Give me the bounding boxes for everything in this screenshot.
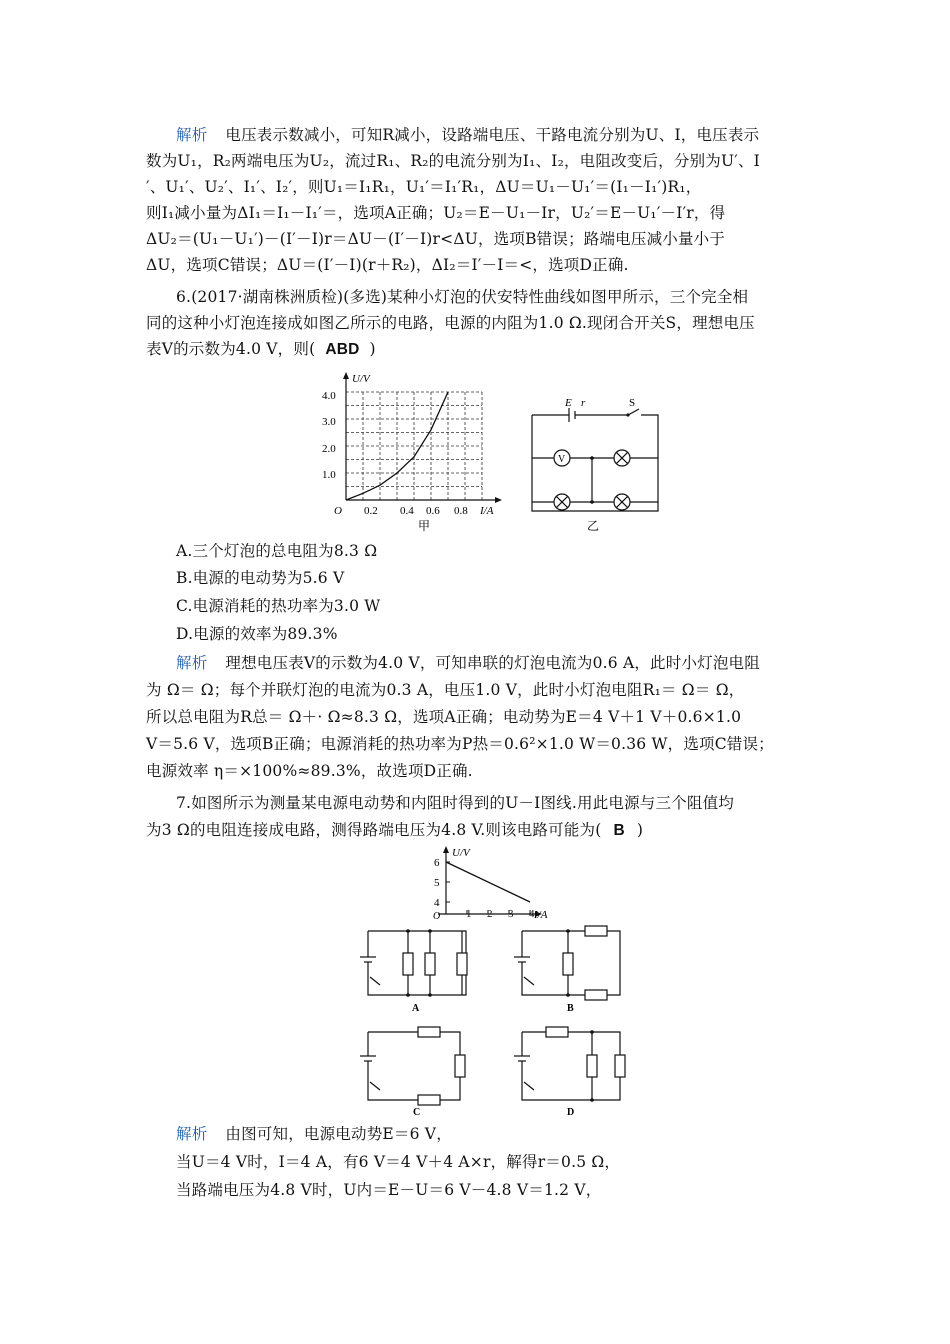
- jia-ytick: 2.0: [322, 443, 336, 455]
- switch-label: S: [629, 397, 636, 409]
- q6-option-c: C.电源消耗的热功率为3.0 W: [176, 597, 381, 615]
- internal-r-label: r: [581, 397, 586, 409]
- jia-xtick: 0.8: [454, 505, 468, 517]
- q6-analysis-line-2: 为 Ω＝ Ω；每个并联灯泡的电流为0.3 A，电压1.0 V，此时小灯泡电阻R₁＝ Ω＝ Ω，: [146, 681, 745, 699]
- q7-ytick: 5: [434, 877, 440, 889]
- y-axis-arrow: [443, 846, 449, 853]
- q6-option-b: B.电源的电动势为5.6 V: [176, 569, 345, 587]
- analysis-tag: 解析: [176, 126, 208, 144]
- yi-caption: 乙: [587, 519, 600, 533]
- y-axis-arrow: [343, 372, 349, 379]
- q7-ylabel: U/V: [452, 847, 470, 859]
- jia-ytick: 1.0: [322, 469, 336, 481]
- q7-analysis-line-2: 当U＝4 V时，I＝4 A，有6 V＝4 V＋4 A×r，解得r＝0.5 Ω，: [176, 1153, 621, 1171]
- x-axis-arrow: [495, 497, 502, 503]
- q7-ytick: 4: [434, 897, 440, 909]
- q7-ytick: 6: [434, 857, 440, 869]
- q6-option-a: A.三个灯泡的总电阻为8.3 Ω: [176, 542, 378, 560]
- jia-xtick: 0.2: [364, 505, 378, 517]
- figure-q7-ui-graph: [428, 844, 568, 920]
- q6-analysis-line-5: 电源效率 η＝×100%≈89.3%，故选项D正确.: [146, 762, 473, 780]
- jia-ytick: 4.0: [322, 390, 336, 402]
- jia-xtick: 0.4: [400, 505, 414, 517]
- q6-stem-line-3: 表V的示数为4.0 V，则( ABD ): [146, 340, 376, 358]
- emf-label: E: [565, 397, 572, 409]
- circuit-d-label: D: [567, 1107, 575, 1117]
- jia-ytick: 3.0: [322, 416, 336, 428]
- q7-stem-line-2: 为3 Ω的电阻连接成电路，测得路端电压为4.8 V.则该电路可能为( B ): [146, 821, 644, 839]
- analysis-tag: 解析: [176, 654, 208, 672]
- circuit-b: [512, 925, 632, 1017]
- q7-stem-line-1: 7.如图所示为测量某电源电动势和内阻时得到的U－I图线.用此电源与三个阻值均: [176, 794, 735, 812]
- q6-analysis-line-1: 解析 理想电压表V的示数为4.0 V，可知串联的灯泡电流为0.6 A，此时小灯泡电阻: [176, 654, 760, 672]
- circuit-a: [358, 925, 478, 1017]
- voltmeter-label: V: [558, 454, 566, 465]
- q7-origin: O: [433, 911, 441, 920]
- q6-answer: ABD: [325, 341, 360, 358]
- q6-stem-line-1: 6.(2017·湖南株洲质检)(多选)某种小灯泡的伏安特性曲线如图甲所示，三个完全相: [176, 288, 749, 306]
- circuit-a-label: A: [412, 1003, 420, 1014]
- figure-yi-circuit: [525, 395, 665, 535]
- q7-answer: B: [613, 822, 625, 839]
- circuit-d: [512, 1022, 632, 1117]
- q7-xlabel: I/A: [534, 909, 548, 920]
- q6-stem-line-2: 同的这种小灯泡连接成如图乙所示的电路，电源的内阻为1.0 Ω.现闭合开关S，理想电压: [146, 314, 755, 332]
- circuit-c-label: C: [413, 1107, 421, 1117]
- q7-analysis-line-1: 解析 由图可知，电源电动势E＝6 V，: [176, 1125, 452, 1143]
- q5-analysis-line-1: 解析 电压表示数减小，可知R减小，设路端电压、干路电流分别为U、I，电压表示: [176, 126, 760, 144]
- document-page: 解析 电压表示数减小，可知R减小，设路端电压、干路电流分别为U、I，电压表示 数为U₁，R₂两端电压为U₂，流过R₁、R₂的电流分别为I₁、I₂，电阻改变后，分别为U′、I ′、U₁′、U₂′、I₁′、I₂′，则U₁＝I₁R₁，U₁′＝I₁′R₁，ΔU＝U₁－U₁′＝(I₁－I₁′)R₁， 则I₁减小量为ΔI₁＝I₁－I₁′＝，选项A正确；U₂＝E－U₁－Ir，U₂′＝E－U₁′－I′r，得 ΔU₂＝(U₁－U₁′)－(I′－I)r＝ΔU－(I′－I)r<ΔU，选项B错误；路端电压减小量小于 ΔU，选项C错误；ΔU＝(I′－I)(r＋R₂)，ΔI₂＝I′－I＝<，选项D正确. 6.(2017·湖南株洲质检)(多选)某种小灯泡的伏安特性曲线如图甲所示，三个完全相 同的这种小灯泡连接成如图乙所示的电路，电源的内阻为1.0 Ω.现闭合开关S，理想电压 表V的示数为4.0 V，则( ABD ) U/V I/A O 1.0 2.0 3.0 4.0 0.2 0.4 0.6 0.8 甲 V E r S 乙 A.三个灯泡的总电阻为8.3 Ω B.电源的电动势为5.6 V C.电源消耗的热功率为3.0 W D.电源的效率为89.3% 解析 理想电压表V的示数为4.0 V，可知串联的灯泡电流为0.6 A，此时小灯泡电阻 为 Ω＝ Ω；每个并联灯泡的电流为0.3 A，电压1.0 V，此时小灯泡电阻R₁＝ Ω＝ Ω， 所以总电阻为R总＝ Ω＋· Ω≈8.3 Ω，选项A正确；电动势为E＝4 V＋1 V＋0.6×1.0 V＝5.6 V，选项B正确；电源消耗的热功率为P热＝0.6²×1.0 W＝0.36 W，选项C错误； 电源效率 η＝×100%≈89.3%，故选项D正确. 7.如图所示为测量某电源电动势和内阻时得到的U－I图线.用此电源与三个阻值均 为3 Ω的电阻连接成电路，测得路端电压为4.8 V.则该电路可能为( B ) U/V I/A O 4 5 6 1 2 3 4 A B C D 解析 由图可知，电源电动势E＝6 V， 当U＝4 V时，I＝4 A，有6 V＝4 V＋4 A×r，解得r＝0.5 Ω， 当路端电压为4.8 V时，U内＝E－U＝6 V－4.8 V＝1.2 V，: [0, 0, 950, 1344]
- q5-analysis-line-3: ′、U₁′、U₂′、I₁′、I₂′，则U₁＝I₁R₁，U₁′＝I₁′R₁，ΔU＝U₁－U₁′＝(I₁－I₁′)R₁，: [146, 178, 702, 196]
- circuit-c: [358, 1022, 478, 1117]
- q5-analysis-line-4: 则I₁减小量为ΔI₁＝I₁－I₁′＝，选项A正确；U₂＝E－U₁－Ir，U₂′＝E－U₁′－I′r，得: [146, 204, 726, 222]
- jia-origin: O: [334, 505, 342, 517]
- jia-xtick: 0.6: [426, 505, 440, 517]
- q6-analysis-line-3: 所以总电阻为R总＝ Ω＋· Ω≈8.3 Ω，选项A正确；电动势为E＝4 V＋1 V＋0.6×1.0: [146, 708, 742, 726]
- q5-analysis-line-5: ΔU₂＝(U₁－U₁′)－(I′－I)r＝ΔU－(I′－I)r<ΔU，选项B错误；路端电压减小量小于: [146, 230, 726, 248]
- jia-ylabel: U/V: [352, 373, 370, 385]
- jia-xlabel: I/A: [480, 505, 494, 517]
- analysis-tag: 解析: [176, 1125, 208, 1143]
- figure-jia-graph: [318, 368, 508, 538]
- jia-caption: 甲: [418, 519, 431, 533]
- q7-analysis-line-3: 当路端电压为4.8 V时，U内＝E－U＝6 V－4.8 V＝1.2 V，: [176, 1181, 602, 1199]
- q5-analysis-line-6: ΔU，选项C错误；ΔU＝(I′－I)(r＋R₂)，ΔI₂＝I′－I＝<，选项D正确.: [146, 256, 629, 274]
- q6-analysis-line-4: V＝5.6 V，选项B正确；电源消耗的热功率为P热＝0.6²×1.0 W＝0.36 W，选项C错误；: [146, 735, 774, 753]
- q6-option-d: D.电源的效率为89.3%: [176, 625, 338, 643]
- q5-analysis-line-2: 数为U₁，R₂两端电压为U₂，流过R₁、R₂的电流分别为I₁、I₂，电阻改变后，分别为U′、I: [146, 152, 760, 170]
- source-ui-line: [446, 862, 530, 902]
- circuit-b-label: B: [567, 1003, 574, 1014]
